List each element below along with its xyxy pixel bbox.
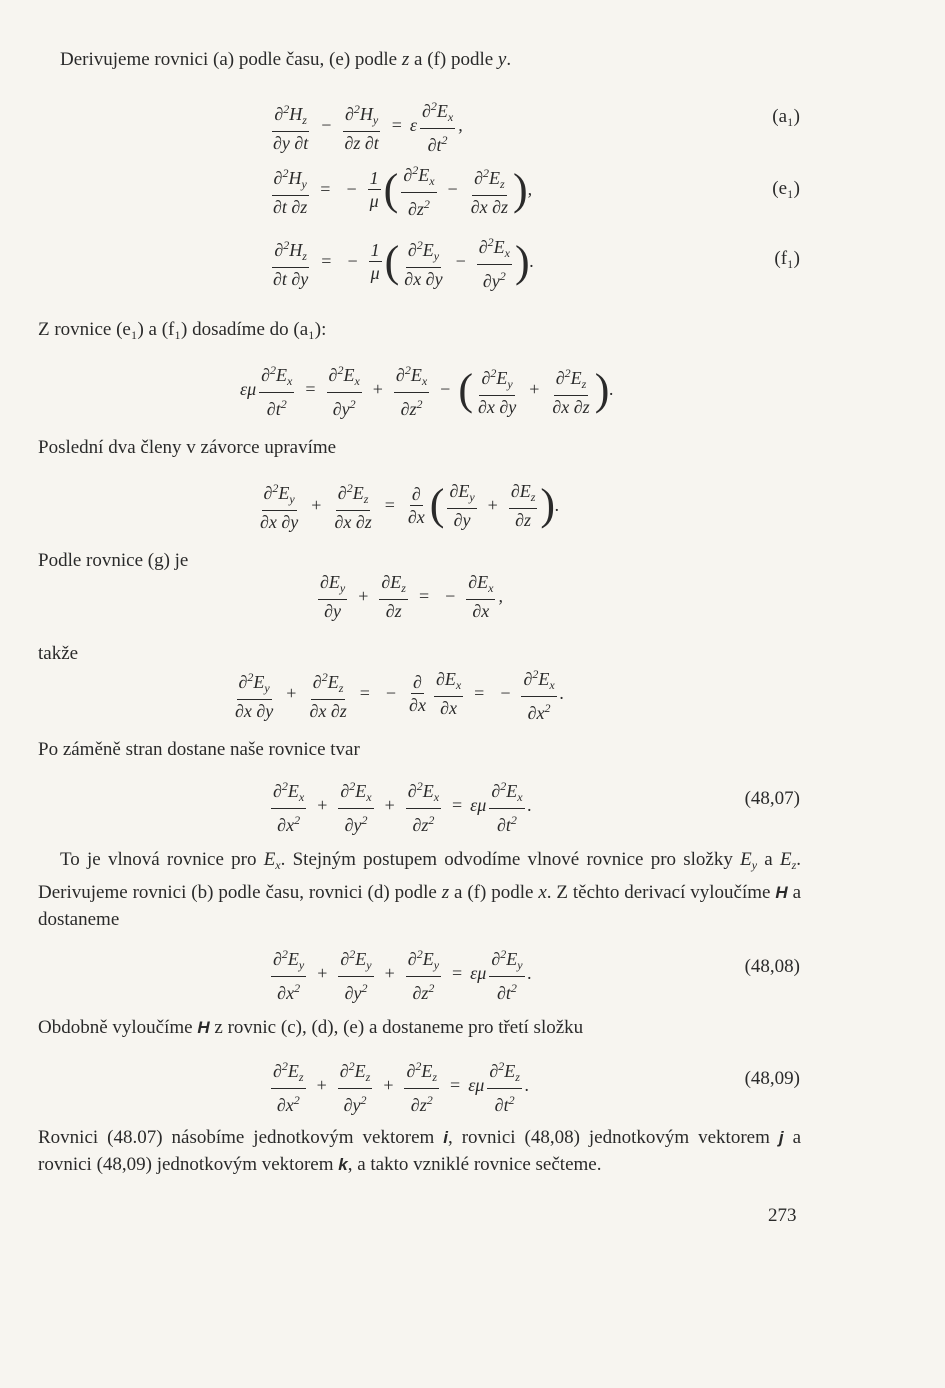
paragraph-8: Obdobně vyloučíme H z rovnic (c), (d), (e) a dostaneme pro třetí složku bbox=[38, 1017, 584, 1038]
paragraph-9: Rovnici (48.07) násobíme jednotkovým vektorem i, rovnici (48,08) jednotkovým vektorem j a rovnici (48,09) jednotkovým vektorem k, a takto vzniklé rovnice sečteme. bbox=[38, 1127, 801, 1175]
paragraph-5: takže bbox=[38, 643, 79, 664]
equation-number-a1: (a₁) bbox=[772, 106, 800, 127]
equation-a1: $\frac{\partial^2H_z}{\partial y \partial t}$ − $\frac{\partial^2H_y}{\partial z \partial t}$ = ε $\frac{\partial^2E_x}{\partial t^2}$ , bbox=[268, 96, 463, 155]
equation-48-09: $\frac{\partial^2E_z}{\partial x^2}$ + $\frac{\partial^2E_z}{\partial y^2}$ + $\frac{\partial^2E_z}{\partial z^2}$ = εμ $\frac{\partial^2E_z}{\partial t^2}$ . bbox=[268, 1056, 529, 1115]
equation-f1: $\frac{\partial^2H_z}{\partial t \partial y}$ = − $\frac{1}{\mu}$ ( $\frac{\partial^2E_y}{\partial x \partial y}$ − $\frac{\partial^2E_x}{\partial y^2}$ ) . bbox=[268, 232, 534, 291]
equation-number-f1: (f₁) bbox=[774, 248, 800, 269]
equation-consequence: $\frac{\partial^2E_y}{\partial x \partial y}$ + $\frac{\partial^2E_z}{\partial x \partial z}$ = − $\frac{\partial}{\partial x}$ $\frac{\partial E_x}{\partial x}$ = − $\frac{\partial^2E_x}{\partial x^2}$ . bbox=[230, 664, 564, 723]
equation-number-48-09: (48,09) bbox=[744, 1068, 800, 1089]
equation-48-07: $\frac{\partial^2E_x}{\partial x^2}$ + $\frac{\partial^2E_x}{\partial y^2}$ + $\frac{\partial^2E_x}{\partial z^2}$ = εμ $\frac{\partial^2E_x}{\partial t^2}$ . bbox=[268, 776, 532, 835]
equation-substituted: εμ $\frac{\partial^2E_x}{\partial t^2}$ = $\frac{\partial^2E_x}{\partial y^2}$ + $\frac{\partial^2E_x}{\partial z^2}$ − ( $\frac{\partial^2E_y}{\partial x \partial y}$ + $\frac{\partial^2E_z}{\partial x \partial z}$ ) . bbox=[240, 360, 614, 419]
equation-number-48-07: (48,07) bbox=[744, 788, 800, 809]
equation-48-08: $\frac{\partial^2E_y}{\partial x^2}$ + $\frac{\partial^2E_y}{\partial y^2}$ + $\frac{\partial^2E_y}{\partial z^2}$ = εμ $\frac{\partial^2E_y}{\partial t^2}$ . bbox=[268, 944, 532, 1003]
equation-bracket: $\frac{\partial^2E_y}{\partial x \partial y}$ + $\frac{\partial^2E_z}{\partial x \partial z}$ = $\frac{\partial}{\partial x}$ ( $\frac{\partial E_y}{\partial y}$ + $\frac{\partial E_z}{\partial z}$ ) . bbox=[260, 480, 560, 532]
paragraph-4: Podle rovnice (g) je bbox=[38, 550, 189, 571]
equation-number-e1: (e₁) bbox=[772, 178, 800, 199]
paragraph-2: Z rovnice (e₁) a (f₁) dosadíme do (a₁): bbox=[38, 319, 327, 340]
page-number: 273 bbox=[768, 1205, 797, 1226]
paragraph-3: Poslední dva členy v závorce upravíme bbox=[38, 437, 337, 458]
equation-number-48-08: (48,08) bbox=[744, 956, 800, 977]
equation-g: $\frac{\partial E_y}{\partial y}$ + $\frac{\partial E_z}{\partial z}$ = − $\frac{\partial E_x}{\partial x}$ , bbox=[320, 572, 503, 621]
paragraph-7: To je vlnová rovnice pro $E_x$. Stejným postupem odvodíme vlnové rovnice pro složky $E_y$ a $E_z$. Derivujeme rovnici (b) podle času, rovnici (d) podle z a (f) podle x. Z těchto derivací vyloučíme H a dostaneme bbox=[38, 849, 801, 930]
paragraph-1: Derivujeme rovnici (a) podle času, (e) podle z a (f) podle y. bbox=[60, 49, 512, 70]
paragraph-6: Po záměně stran dostane naše rovnice tvar bbox=[38, 739, 360, 760]
equation-e1: $\frac{\partial^2H_y}{\partial t \partial z}$ = − $\frac{1}{\mu}$ ( $\frac{\partial^2E_x}{\partial z^2}$ − $\frac{\partial^2E_z}{\partial x \partial z}$ ) , bbox=[268, 160, 532, 219]
